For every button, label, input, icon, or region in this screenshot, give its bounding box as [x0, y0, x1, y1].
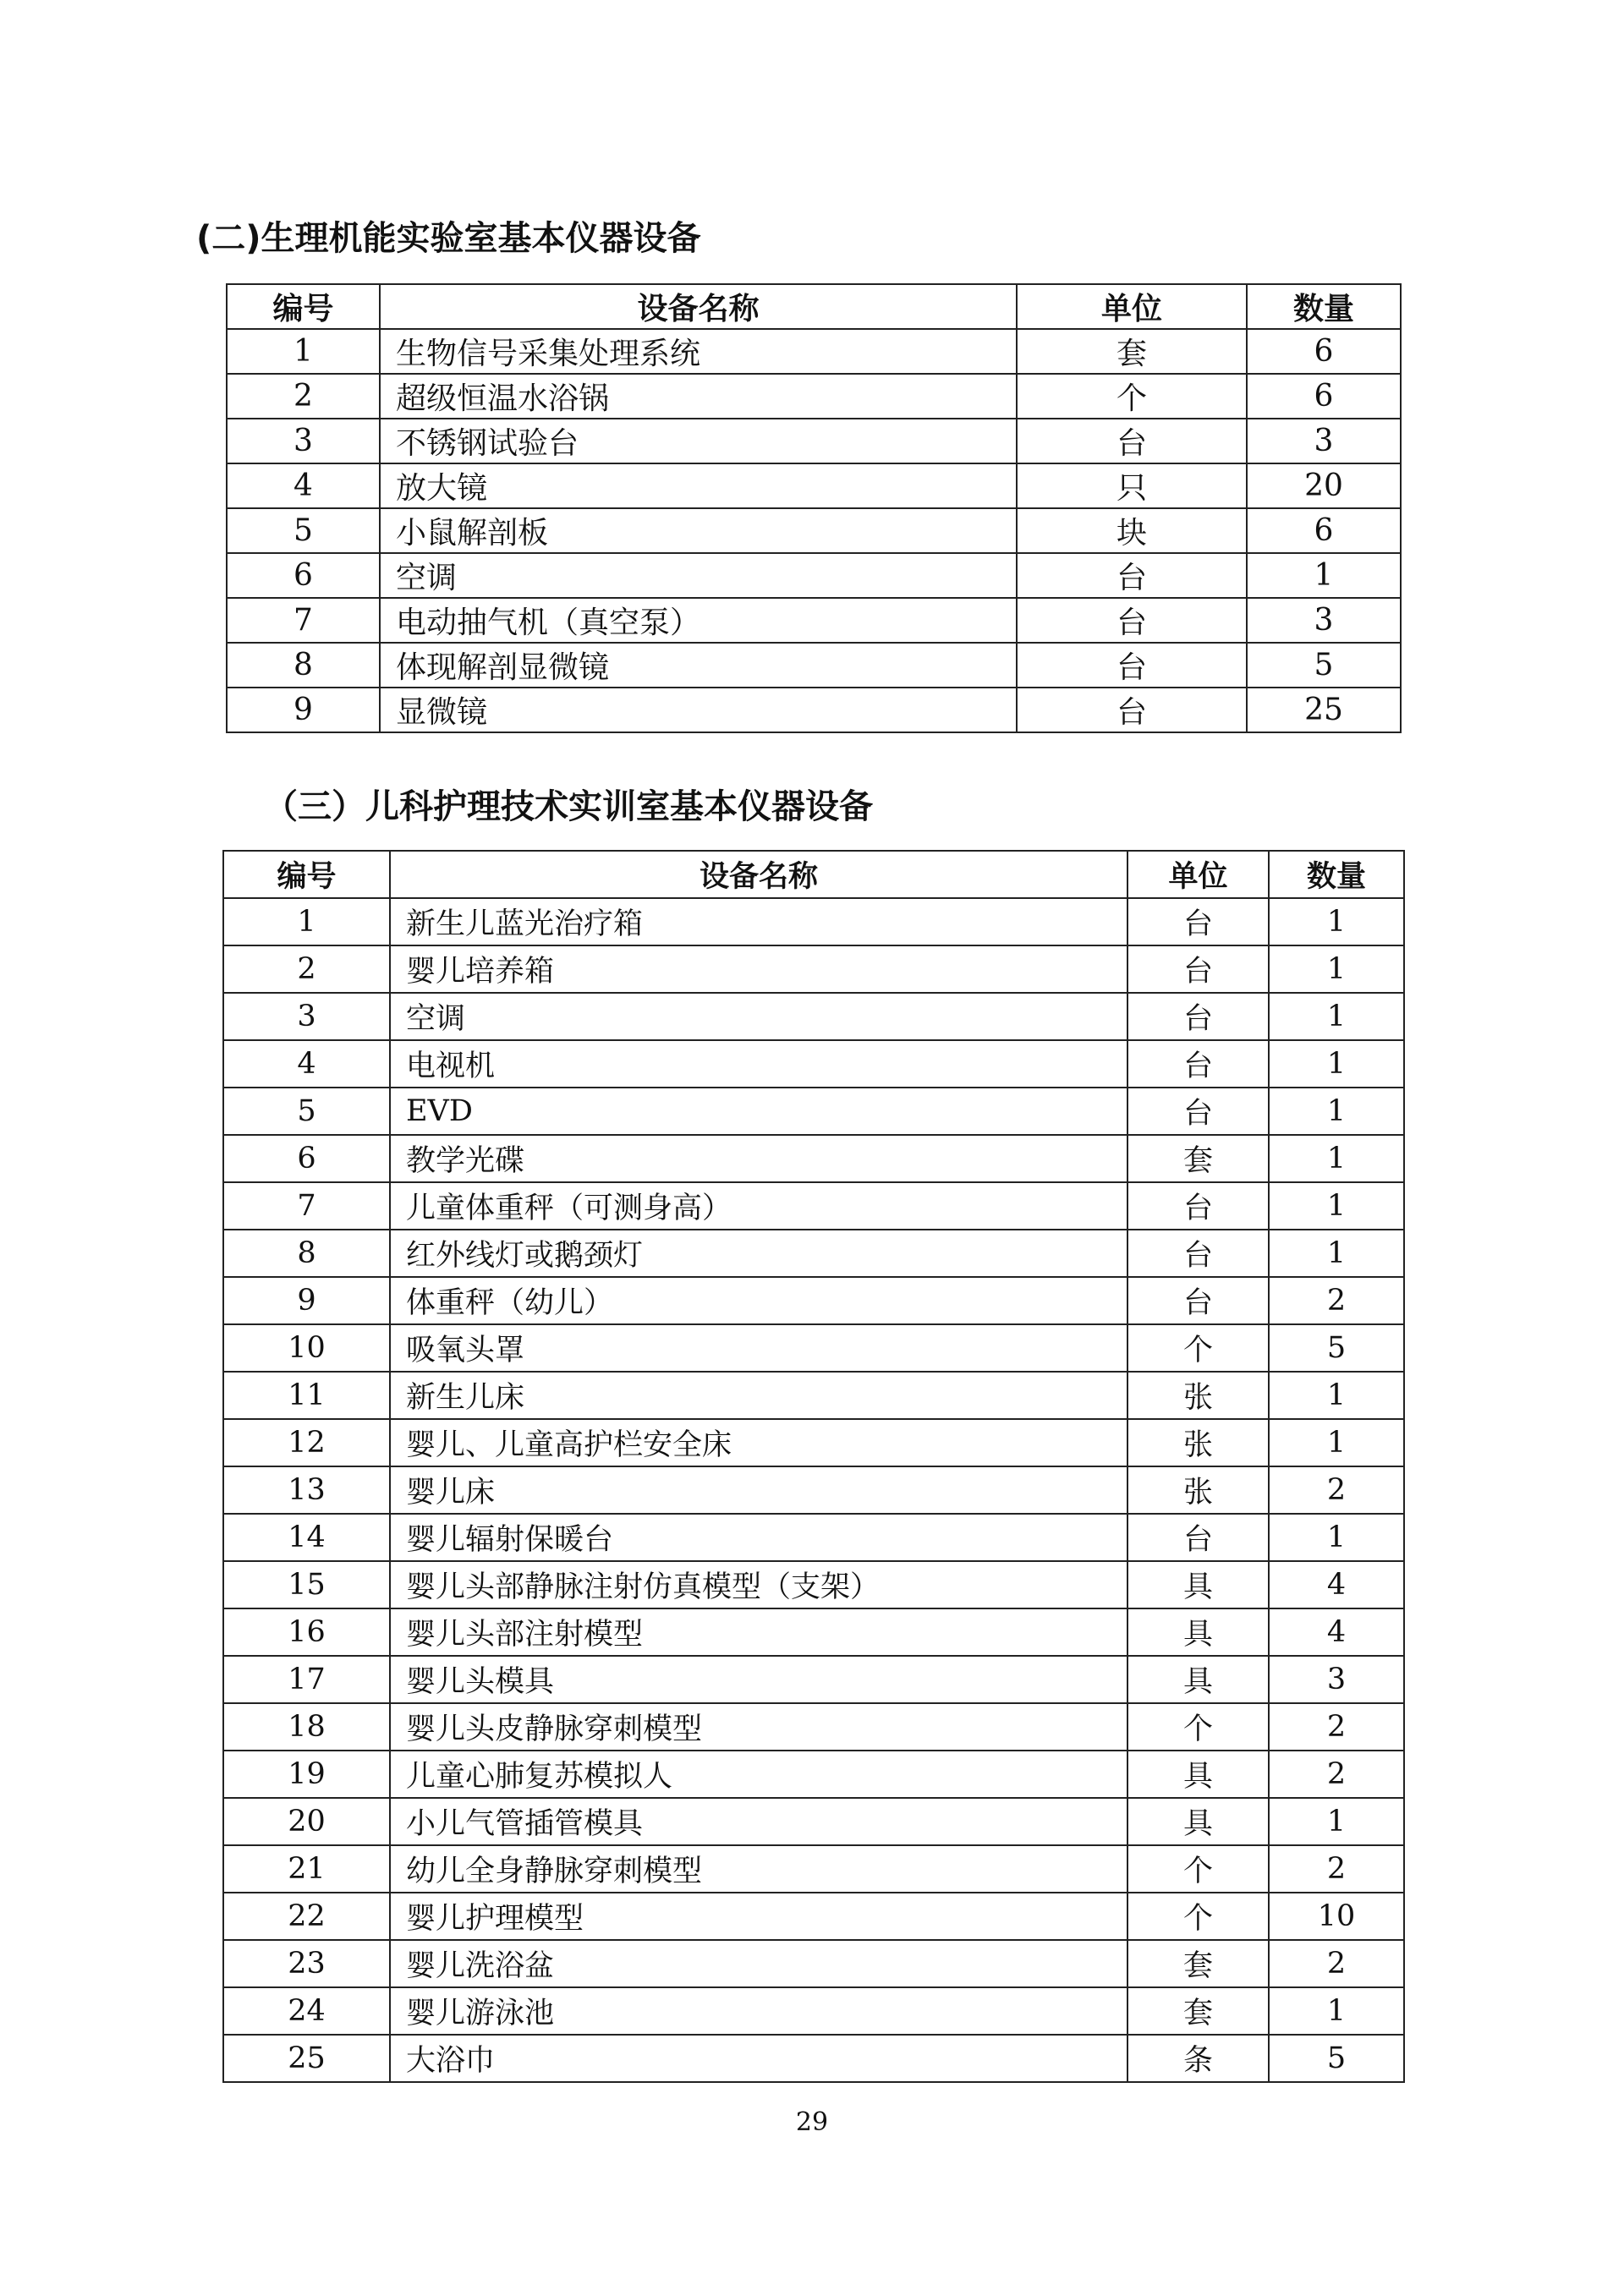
equipment-name: 生物信号采集处理系统	[380, 329, 1017, 374]
row-number: 6	[227, 553, 380, 598]
row-number: 12	[223, 1419, 390, 1466]
quantity: 2	[1269, 1751, 1404, 1798]
table-row	[227, 419, 1401, 463]
quantity: 5	[1247, 643, 1401, 688]
equipment-name: 儿童心肺复苏模拟人	[390, 1751, 1127, 1798]
unit: 台	[1127, 993, 1269, 1040]
quantity: 3	[1247, 419, 1401, 463]
quantity: 10	[1269, 1893, 1404, 1940]
equipment-name: 婴儿、儿童高护栏安全床	[390, 1419, 1127, 1466]
equipment-name: 红外线灯或鹅颈灯	[390, 1230, 1127, 1277]
header-qty: 数量	[1269, 851, 1404, 898]
unit: 台	[1127, 1040, 1269, 1088]
unit: 台	[1017, 419, 1247, 463]
table-row	[227, 598, 1401, 643]
table-row	[223, 1182, 1404, 1230]
equipment-name: 儿童体重秤（可测身高）	[390, 1182, 1127, 1230]
section-3-title: （三）儿科护理技术实训室基本仪器设备	[264, 787, 873, 826]
quantity: 25	[1247, 688, 1401, 732]
quantity: 1	[1269, 1419, 1404, 1466]
equipment-name: 超级恒温水浴锅	[380, 374, 1017, 419]
quantity: 1	[1269, 1987, 1404, 2035]
table-row	[223, 2035, 1404, 2082]
equipment-name: 新生儿蓝光治疗箱	[390, 898, 1127, 945]
table-row	[227, 329, 1401, 374]
row-number: 7	[223, 1182, 390, 1230]
row-number: 1	[227, 329, 380, 374]
equipment-name: 婴儿头部注射模型	[390, 1608, 1127, 1656]
equipment-name: 小儿气管插管模具	[390, 1798, 1127, 1845]
quantity: 1	[1269, 1040, 1404, 1088]
table-row	[223, 1703, 1404, 1751]
table-row	[223, 1940, 1404, 1987]
equipment-name: 婴儿护理模型	[390, 1893, 1127, 1940]
table-row	[223, 1088, 1404, 1135]
row-number: 3	[223, 993, 390, 1040]
quantity: 1	[1269, 898, 1404, 945]
table-row	[223, 1561, 1404, 1608]
equipment-name: 电动抽气机（真空泵）	[380, 598, 1017, 643]
row-number: 8	[223, 1230, 390, 1277]
equipment-name: 新生儿床	[390, 1372, 1127, 1419]
row-number: 24	[223, 1987, 390, 2035]
table-row	[223, 1277, 1404, 1324]
row-number: 7	[227, 598, 380, 643]
table-row	[223, 1608, 1404, 1656]
row-number: 16	[223, 1608, 390, 1656]
equipment-name: 婴儿头部静脉注射仿真模型（支架）	[390, 1561, 1127, 1608]
quantity: 5	[1269, 1324, 1404, 1372]
quantity: 2	[1269, 1940, 1404, 1987]
row-number: 18	[223, 1703, 390, 1751]
table-row	[223, 1514, 1404, 1561]
table-row	[223, 945, 1404, 993]
table-row	[227, 553, 1401, 598]
unit: 台	[1017, 553, 1247, 598]
unit: 套	[1127, 1987, 1269, 2035]
row-number: 2	[223, 945, 390, 993]
row-number: 10	[223, 1324, 390, 1372]
equipment-name: 教学光碟	[390, 1135, 1127, 1182]
unit: 具	[1127, 1751, 1269, 1798]
physiology-lab-equipment-table	[226, 283, 1402, 733]
quantity: 1	[1269, 945, 1404, 993]
equipment-name: 吸氧头罩	[390, 1324, 1127, 1372]
quantity: 1	[1269, 1798, 1404, 1845]
table-row	[223, 1324, 1404, 1372]
equipment-name: 婴儿游泳池	[390, 1987, 1127, 2035]
page-number: 29	[795, 2107, 829, 2137]
unit: 台	[1127, 898, 1269, 945]
unit: 张	[1127, 1372, 1269, 1419]
table-row	[223, 1893, 1404, 1940]
section-2-title: (二)生理机能实验室基本仪器设备	[196, 219, 701, 258]
unit: 台	[1017, 598, 1247, 643]
table-row	[227, 643, 1401, 688]
row-number: 11	[223, 1372, 390, 1419]
header-no: 编号	[227, 284, 380, 329]
unit: 具	[1127, 1561, 1269, 1608]
table-header-row	[223, 851, 1404, 898]
row-number: 5	[223, 1088, 390, 1135]
equipment-name: 不锈钢试验台	[380, 419, 1017, 463]
equipment-name: 幼儿全身静脉穿刺模型	[390, 1845, 1127, 1893]
equipment-name: 婴儿头模具	[390, 1656, 1127, 1703]
table-row	[223, 1135, 1404, 1182]
quantity: 1	[1269, 1230, 1404, 1277]
row-number: 5	[227, 508, 380, 553]
header-qty: 数量	[1247, 284, 1401, 329]
table-row	[223, 1798, 1404, 1845]
quantity: 1	[1247, 553, 1401, 598]
unit: 只	[1017, 463, 1247, 508]
table-row	[223, 1466, 1404, 1514]
quantity: 4	[1269, 1608, 1404, 1656]
table-row	[223, 993, 1404, 1040]
table-row	[227, 508, 1401, 553]
quantity: 1	[1269, 1372, 1404, 1419]
table-row	[223, 898, 1404, 945]
table-row	[223, 1656, 1404, 1703]
quantity: 1	[1269, 1514, 1404, 1561]
equipment-name: 婴儿培养箱	[390, 945, 1127, 993]
row-number: 14	[223, 1514, 390, 1561]
quantity: 6	[1247, 374, 1401, 419]
header-name: 设备名称	[380, 284, 1017, 329]
row-number: 2	[227, 374, 380, 419]
unit: 个	[1127, 1324, 1269, 1372]
equipment-name: 婴儿辐射保暖台	[390, 1514, 1127, 1561]
table-row	[227, 688, 1401, 732]
table-header-row	[227, 284, 1401, 329]
equipment-name: 空调	[390, 993, 1127, 1040]
unit: 具	[1127, 1798, 1269, 1845]
row-number: 25	[223, 2035, 390, 2082]
row-number: 23	[223, 1940, 390, 1987]
table-row	[223, 1845, 1404, 1893]
quantity: 20	[1247, 463, 1401, 508]
quantity: 1	[1269, 1135, 1404, 1182]
row-number: 13	[223, 1466, 390, 1514]
quantity: 4	[1269, 1561, 1404, 1608]
quantity: 2	[1269, 1466, 1404, 1514]
row-number: 22	[223, 1893, 390, 1940]
row-number: 4	[227, 463, 380, 508]
quantity: 1	[1269, 993, 1404, 1040]
quantity: 6	[1247, 329, 1401, 374]
pediatric-nursing-equipment-table	[222, 850, 1405, 2083]
table-row	[223, 1040, 1404, 1088]
unit: 台	[1127, 1277, 1269, 1324]
unit: 台	[1127, 1182, 1269, 1230]
table-row	[223, 1987, 1404, 2035]
unit: 个	[1127, 1893, 1269, 1940]
header-no: 编号	[223, 851, 390, 898]
unit: 具	[1127, 1608, 1269, 1656]
quantity: 2	[1269, 1845, 1404, 1893]
unit: 具	[1127, 1656, 1269, 1703]
row-number: 17	[223, 1656, 390, 1703]
equipment-name: 婴儿洗浴盆	[390, 1940, 1127, 1987]
quantity: 3	[1269, 1656, 1404, 1703]
unit: 张	[1127, 1466, 1269, 1514]
table-row	[227, 374, 1401, 419]
quantity: 2	[1269, 1703, 1404, 1751]
unit: 台	[1127, 1088, 1269, 1135]
table-row	[223, 1230, 1404, 1277]
equipment-name: 显微镜	[380, 688, 1017, 732]
header-name: 设备名称	[390, 851, 1127, 898]
equipment-name: 婴儿床	[390, 1466, 1127, 1514]
unit: 个	[1127, 1703, 1269, 1751]
equipment-name: 放大镜	[380, 463, 1017, 508]
quantity: 1	[1269, 1088, 1404, 1135]
row-number: 4	[223, 1040, 390, 1088]
equipment-name: 体重秤（幼儿）	[390, 1277, 1127, 1324]
row-number: 15	[223, 1561, 390, 1608]
unit: 套	[1127, 1940, 1269, 1987]
unit: 块	[1017, 508, 1247, 553]
quantity: 5	[1269, 2035, 1404, 2082]
unit: 套	[1127, 1135, 1269, 1182]
equipment-name: 体现解剖显微镜	[380, 643, 1017, 688]
unit: 条	[1127, 2035, 1269, 2082]
unit: 台	[1127, 1514, 1269, 1561]
unit: 台	[1017, 688, 1247, 732]
row-number: 21	[223, 1845, 390, 1893]
quantity: 1	[1269, 1182, 1404, 1230]
table-row	[223, 1372, 1404, 1419]
equipment-name: 大浴巾	[390, 2035, 1127, 2082]
unit: 个	[1127, 1845, 1269, 1893]
quantity: 2	[1269, 1277, 1404, 1324]
unit: 台	[1127, 1230, 1269, 1277]
equipment-name: 电视机	[390, 1040, 1127, 1088]
unit: 台	[1017, 643, 1247, 688]
row-number: 19	[223, 1751, 390, 1798]
quantity: 3	[1247, 598, 1401, 643]
row-number: 20	[223, 1798, 390, 1845]
row-number: 9	[227, 688, 380, 732]
unit: 台	[1127, 945, 1269, 993]
equipment-name: EVD	[390, 1088, 1127, 1135]
header-unit: 单位	[1017, 284, 1247, 329]
row-number: 6	[223, 1135, 390, 1182]
header-unit: 单位	[1127, 851, 1269, 898]
equipment-name: 婴儿头皮静脉穿刺模型	[390, 1703, 1127, 1751]
table-row	[223, 1751, 1404, 1798]
row-number: 8	[227, 643, 380, 688]
row-number: 1	[223, 898, 390, 945]
quantity: 6	[1247, 508, 1401, 553]
unit: 张	[1127, 1419, 1269, 1466]
equipment-name: 空调	[380, 553, 1017, 598]
unit: 套	[1017, 329, 1247, 374]
table-row	[223, 1419, 1404, 1466]
table-row	[227, 463, 1401, 508]
unit: 个	[1017, 374, 1247, 419]
row-number: 9	[223, 1277, 390, 1324]
row-number: 3	[227, 419, 380, 463]
equipment-name: 小鼠解剖板	[380, 508, 1017, 553]
